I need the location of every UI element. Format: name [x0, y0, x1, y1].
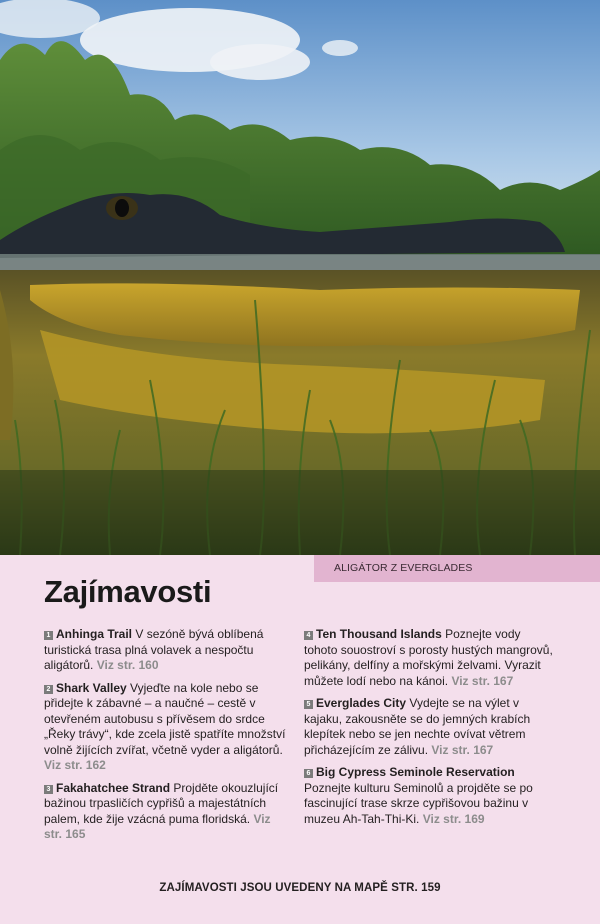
sight-name: Anhinga Trail [56, 627, 133, 641]
sight-description: Vyjeďte na kole nebo se přidejte k zábavné – a naučné – cestě v otevřeném autobusu s přívěsem do srdce „Řeky trávy“, kde zcela jistě spatříte množství volně žijících zvířat, včetně vyder a aligátorů. [44, 680, 286, 757]
sight-item [304, 627, 554, 689]
sight-name: Ten Thousand Islands [316, 627, 442, 641]
sight-name: Fakahatchee Strand [56, 780, 171, 795]
number-badge: 4 [304, 631, 313, 640]
sights-column-left [44, 627, 290, 850]
page-reference: Viz str. 167 [451, 673, 514, 688]
sight-name: Everglades City [316, 696, 407, 710]
sight-item [44, 627, 290, 674]
page-reference: Viz str. 169 [422, 811, 485, 826]
sights-column-right [304, 627, 554, 834]
sight-description: Vydejte se na výlet v kajaku, zakousněte se do jemných krabích klepítek nebo se jen nechte ovívat větrem přicházejícím ze zálivu. [304, 696, 531, 757]
page-reference: Viz str. 160 [96, 658, 159, 672]
number-badge: 3 [44, 785, 53, 794]
sight-name: Shark Valley [56, 680, 127, 695]
sight-item [44, 681, 290, 774]
number-badge: 2 [44, 685, 53, 694]
sight-description: Poznejte kulturu Seminolů a projděte se po fascinující trase skrze cypřišovou bažinu v muzeu Ah-Tah-Thi-Ki. [304, 780, 533, 826]
number-badge: 1 [44, 631, 53, 640]
map-reference-footer: ZAJÍMAVOSTI JSOU UVEDENY NA MAPĚ STR. 159 [159, 882, 441, 894]
sight-description: Projděte okouzlující bažinou trpasličích cypřišů a majestátních palem, kde žije vzácná puma floridská. [44, 780, 279, 826]
sight-item [44, 781, 290, 843]
sight-item [304, 765, 554, 827]
sight-description: V sezóně bývá oblíbená turistická trasa plná volavek a nespočtu aligátorů. [44, 627, 264, 672]
sight-name: Big Cypress Seminole Reservation [316, 765, 515, 779]
sight-description: Poznejte vody tohoto souostroví s porosty hustých mangrovů, pelikány, delfíny a mořskými želvami. Vyrazit můžete lodí nebo na kánoi. [304, 627, 553, 688]
page-reference: Viz str. 165 [44, 811, 271, 841]
page-reference: Viz str. 162 [44, 758, 106, 772]
photo-caption: ALIGÁTOR Z EVERGLADES [314, 555, 600, 582]
page-title: Zajímavosti [44, 574, 212, 609]
number-badge: 5 [304, 700, 313, 709]
page-reference: Viz str. 167 [431, 742, 494, 757]
number-badge: 6 [304, 769, 313, 778]
sight-item [304, 696, 554, 758]
